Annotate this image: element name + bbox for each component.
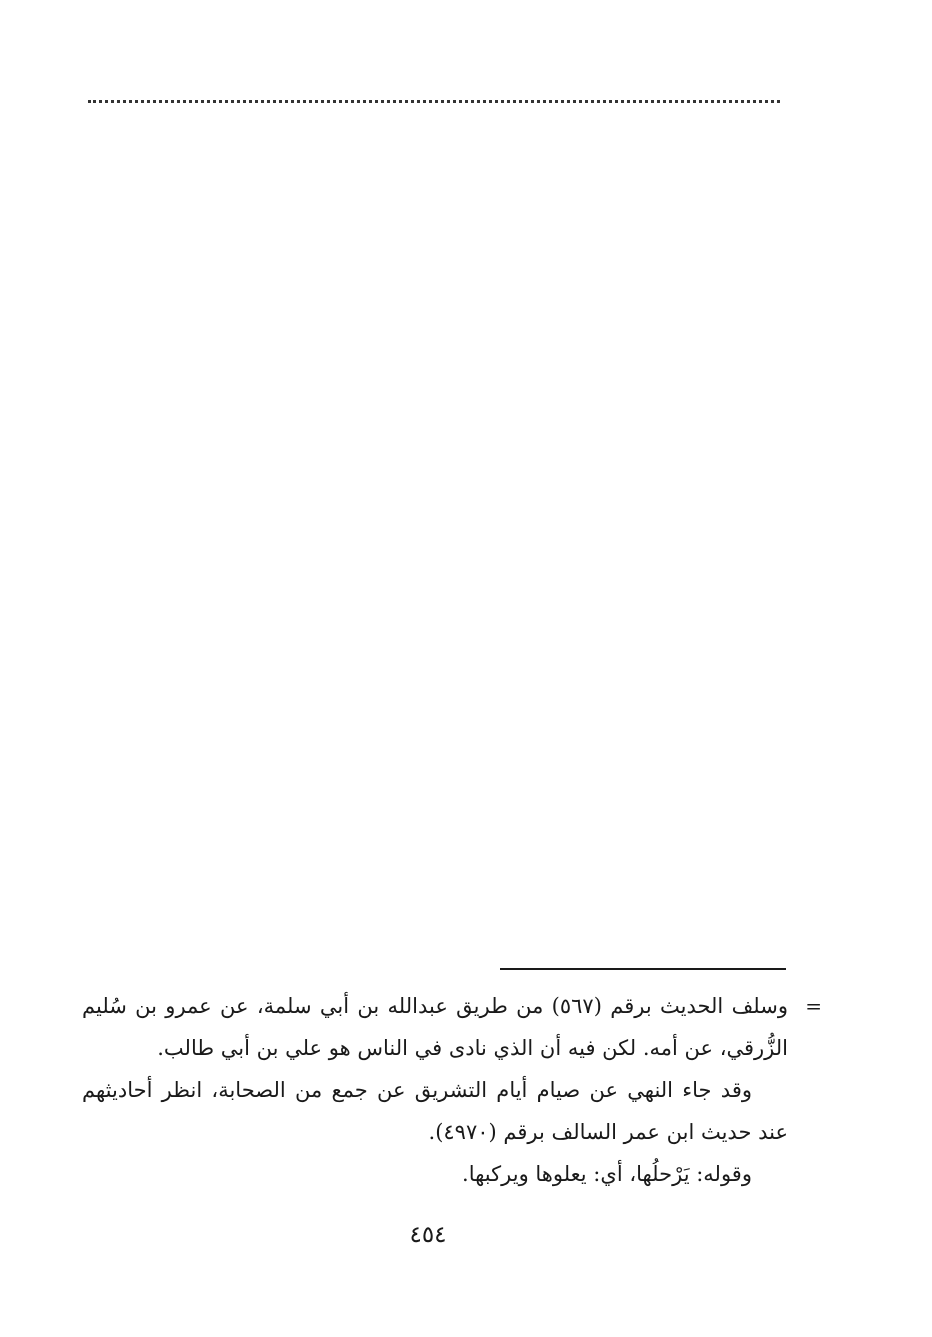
footnote-paragraph — [82, 985, 822, 1069]
footnotes — [82, 985, 822, 1195]
footnote-paragraph — [82, 1153, 788, 1195]
footnote-separator — [500, 968, 786, 970]
dotted-rule — [88, 100, 780, 103]
footnote-text: وقوله: يَرْحلُها، أي: يعلوها ويركبها. — [462, 1162, 752, 1186]
footnote-text: وقد جاء النهي عن صيام أيام التشريق عن جمع من الصحابة، انظر أحاديثهم عند حديث ابن عمر السالف برقم (٤٩٧٠). — [82, 1078, 788, 1144]
continuation-mark: = — [805, 994, 822, 1018]
footnote-paragraph — [82, 1069, 788, 1153]
page-number: ٤٥٤ — [409, 1222, 447, 1248]
footnote-text: وسلف الحديث برقم (٥٦٧) من طريق عبدالله بن أبي سلمة، عن عمرو بن سُليم الزُّرقي، عن أمه. لكن فيه أن الذي نادى في الناس هو علي بن أبي طالب. — [82, 994, 788, 1060]
